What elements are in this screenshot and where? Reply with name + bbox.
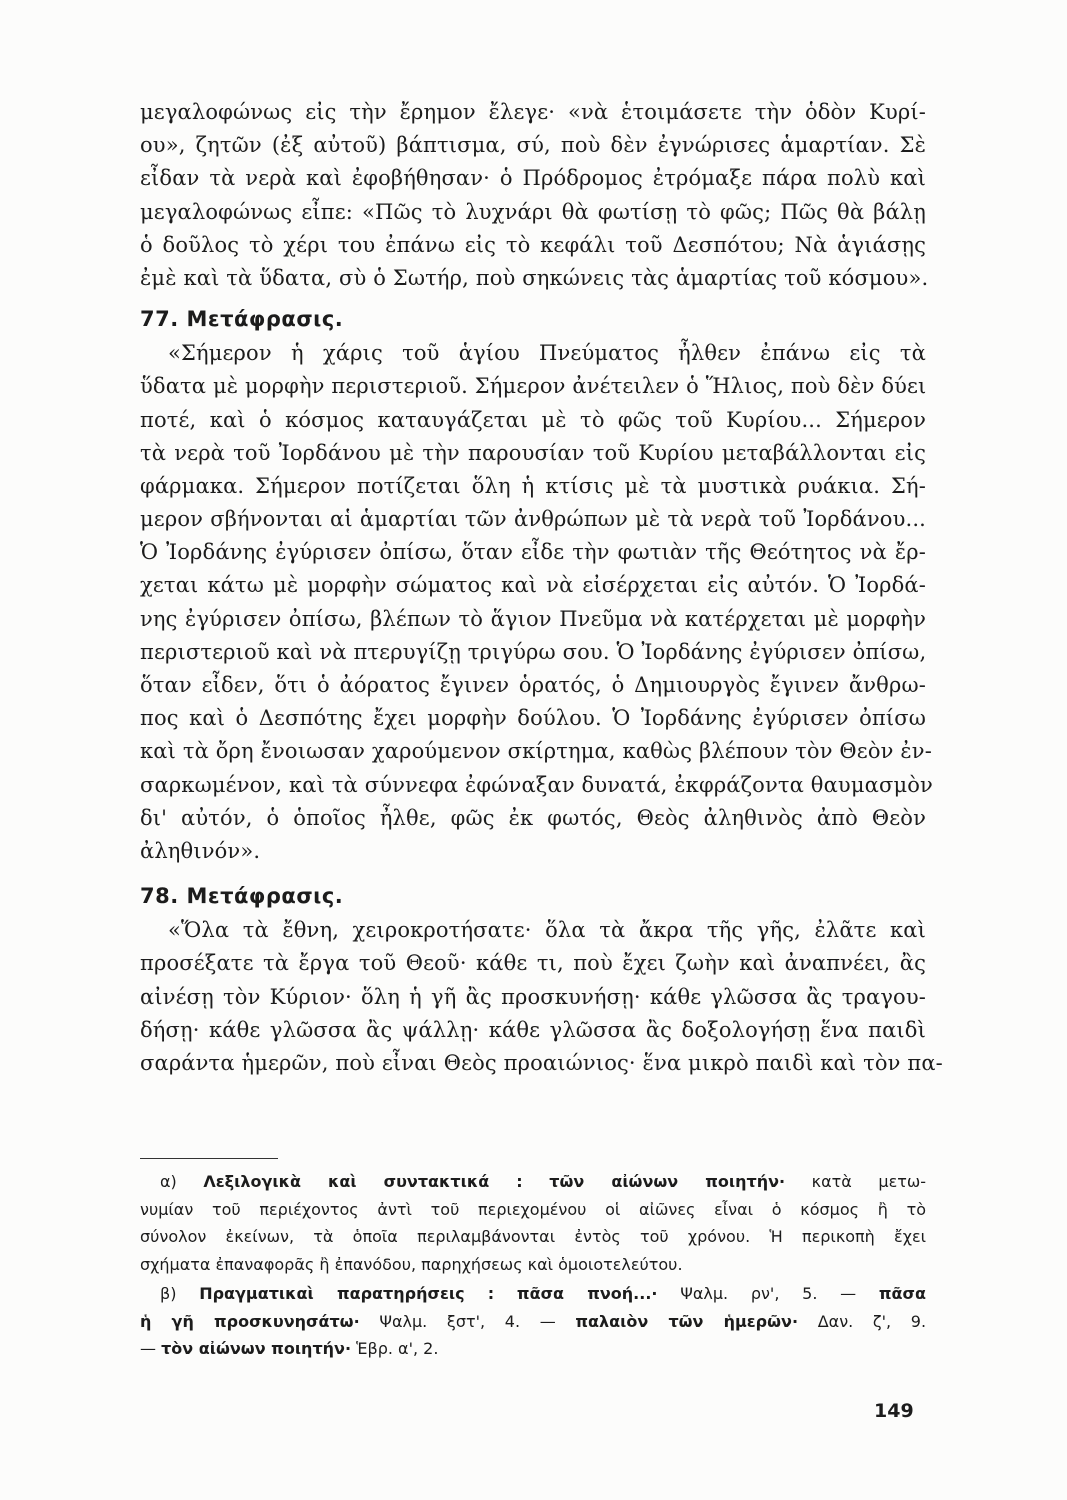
footnote-reference: Δαν. ζ', 9.	[817, 1311, 927, 1331]
text-line: δι' αὐτόν, ὁ ὁποῖος ἦλθε, φῶς ἐκ φωτός, Θεὸς ἀληθινὸς ἀπὸ Θεὸν	[140, 805, 926, 830]
text-line: «Ὅλα τὰ ἔθνη, χειροκροτήσατε· ὅλα τὰ ἄκρα τῆς γῆς, ἐλᾶτε καὶ	[168, 918, 926, 943]
text-line: ὅταν εἶδεν, ὅτι ὁ ἀόρατος ἔγινεν ὁρατός, ὁ Δημιουργὸς ἔγινεν ἄνθρω-	[140, 673, 926, 697]
footnote-term: τῶν αἰώνων ποιητήν·	[549, 1172, 786, 1191]
footnote-text: νυμίαν τοῦ περιέχοντος ἀντὶ τοῦ περιεχομένου οἱ αἰῶνες εἶναι ὁ κόσμος ἢ τὸ	[140, 1199, 926, 1219]
text-line: ὕδατα μὲ μορφὴν περιστεριοῦ. Σήμερον ἀνέτειλεν ὁ Ἥλιος, ποὺ δὲν δύει	[140, 374, 927, 399]
footnote-dash: —	[140, 1339, 156, 1358]
footnote-reference: Ἑβρ. α', 2.	[356, 1339, 439, 1358]
text-line: «Σήμερον ἡ χάρις τοῦ ἁγίου Πνεύματος ἦλθεν ἐπάνω εἰς τὰ	[168, 341, 926, 366]
footnote-beta-line	[140, 1280, 926, 1308]
text-line: μερον σβήνονται αἱ ἁμαρτίαι τῶν ἀνθρώπων μὲ τὰ νερὰ τοῦ Ἰορδάνου...	[140, 507, 926, 532]
footnote-reference: Ψαλμ. ξστ', 4. —	[379, 1311, 556, 1331]
text-line: χεται κάτω μὲ μορφὴν σώματος καὶ νὰ εἰσέρχεται εἰς αὐτόν. Ὁ Ἰορδά-	[140, 573, 926, 598]
footnote-quote: παλαιὸν τῶν ἡμερῶν·	[575, 1311, 799, 1331]
page-number: 149	[874, 1400, 914, 1422]
footnote-quote: ἡ γῆ προσκυνησάτω·	[140, 1311, 360, 1331]
footnote-text: σύνολον ἐκείνων, τὰ ὁποῖα περιλαμβάνονται ἐντὸς τοῦ χρόνου. Ἡ περικοπὴ ἔχει	[140, 1227, 926, 1246]
text-line: περιστεριοῦ καὶ νὰ πτερυγίζῃ τριγύρω σου. Ὁ Ἰορδάνης ἐγύρισεν ὀπίσω,	[140, 639, 927, 664]
section-heading-77: 77. Μετάφρασις.	[140, 307, 344, 332]
footnote-quote: πᾶσα	[878, 1284, 926, 1303]
text-line: ἀληθινόν».	[140, 838, 261, 863]
section-heading-78: 78. Μετάφρασις.	[140, 884, 344, 909]
text-line: ποτέ, καὶ ὁ κόσμος καταυγάζεται μὲ τὸ φῶς τοῦ Κυρίου... Σήμερον	[140, 407, 926, 432]
text-line: δήσῃ· κάθε γλῶσσα ἂς ψάλλῃ· κάθε γλῶσσα ἂς δοξολογήσῃ ἕνα παιδὶ	[140, 1017, 926, 1042]
text-line: σαρκωμένον, καὶ τὰ σύννεφα ἐφώναξαν δυνατά, ἐκφράζοντα θαυμασμὸν	[140, 772, 933, 797]
footnote-beta-line	[140, 1308, 926, 1336]
footnote-text: κατὰ μετω-	[811, 1172, 927, 1191]
footnotes	[140, 1168, 926, 1363]
text-line: νης ἐγύρισεν ὀπίσω, βλέπων τὸ ἅγιον Πνεῦμα νὰ κατέρχεται μὲ μορφὴν	[140, 606, 926, 631]
text-line: ὁ δοῦλος τὸ χέρι του ἐπάνω εἰς τὸ κεφάλι τοῦ Δεσπότου; Νὰ ἁγιάσῃς	[140, 232, 926, 257]
footnote-reference: Ψαλμ. ρν', 5. —	[680, 1284, 857, 1303]
footnote-label: Πραγματικαὶ παρατηρήσεις :	[199, 1284, 495, 1303]
footnote-text: σχήματα ἐπαναφορᾶς ἢ ἐπανόδου, παρηχήσεως καὶ ὁμοιοτελεύτου.	[140, 1254, 683, 1274]
text-line: Ὁ Ἰορδάνης ἐγύρισεν ὀπίσω, ὅταν εἶδε τὴν φωτιὰν τῆς Θεότητος νὰ ἔρ-	[140, 540, 926, 565]
text-line: φάρμακα. Σήμερον ποτίζεται ὅλη ἡ κτίσις μὲ τὰ μυστικὰ ρυάκια. Σή-	[140, 473, 926, 498]
main-text-body	[140, 96, 943, 1080]
text-line: πος καὶ ὁ Δεσπότης ἔχει μορφὴν δούλου. Ὁ Ἰορδάνης ἐγύρισεν ὀπίσω	[140, 706, 926, 731]
text-line: ἐμὲ καὶ τὰ ὕδατα, σὺ ὁ Σωτήρ, ποὺ σηκώνεις τὰς ἁμαρτίας τοῦ κόσμου».	[140, 265, 929, 290]
text-line: μεγαλοφώνως εἶπε: «Πῶς τὸ λυχνάρι θὰ φωτίσῃ τὸ φῶς; Πῶς θὰ βάλῃ	[140, 199, 926, 224]
footnote-label: Λεξιλογικὰ καὶ συντακτικά :	[203, 1172, 523, 1191]
text-line: εἶδαν τὰ νερὰ καὶ ἐφοβήθησαν· ὁ Πρόδρομος ἐτρόμαξε πάρα πολὺ καὶ	[140, 166, 926, 191]
text-line: τὰ νερὰ τοῦ Ἰορδάνου μὲ τὴν παρουσίαν τοῦ Κυρίου μεταβάλλονται εἰς	[140, 440, 926, 465]
footnote-quote: τὸν αἰώνων ποιητήν·	[161, 1339, 352, 1358]
text-line: καὶ τὰ ὄρη ἔνοιωσαν χαρούμενον σκίρτημα, καθὼς βλέπουν τὸν Θεὸν ἐν-	[140, 739, 932, 764]
footnote-marker: β)	[160, 1284, 177, 1303]
footnote-quote: πᾶσα πνοή...·	[516, 1284, 658, 1303]
text-line: προσέξατε τὰ ἔργα τοῦ Θεοῦ· κάθε τι, ποὺ ἔχει ζωὴν καὶ ἀναπνέει, ἂς	[140, 951, 926, 976]
footnote-divider	[140, 1158, 278, 1159]
text-line: ου», ζητῶν (ἐξ αὐτοῦ) βάπτισμα, σύ, ποὺ δὲν ἐγνώρισες ἁμαρτίαν. Σὲ	[140, 133, 926, 158]
footnote-alpha-line	[140, 1168, 926, 1196]
text-line: μεγαλοφώνως εἰς τὴν ἔρημον ἔλεγε· «νὰ ἑτοιμάσετε τὴν ὁδὸν Κυρί-	[140, 100, 926, 124]
footnote-marker: α)	[160, 1172, 177, 1191]
footnote-beta-line	[140, 1335, 926, 1363]
text-line: αἰνέσῃ τὸν Κύριον· ὅλη ἡ γῆ ἂς προσκυνήσῃ· κάθε γλῶσσα ἂς τραγου-	[140, 984, 926, 1009]
text-line: σαράντα ἡμερῶν, ποὺ εἶναι Θεὸς προαιώνιος· ἕνα μικρὸ παιδὶ καὶ τὸν πα-	[140, 1050, 943, 1075]
